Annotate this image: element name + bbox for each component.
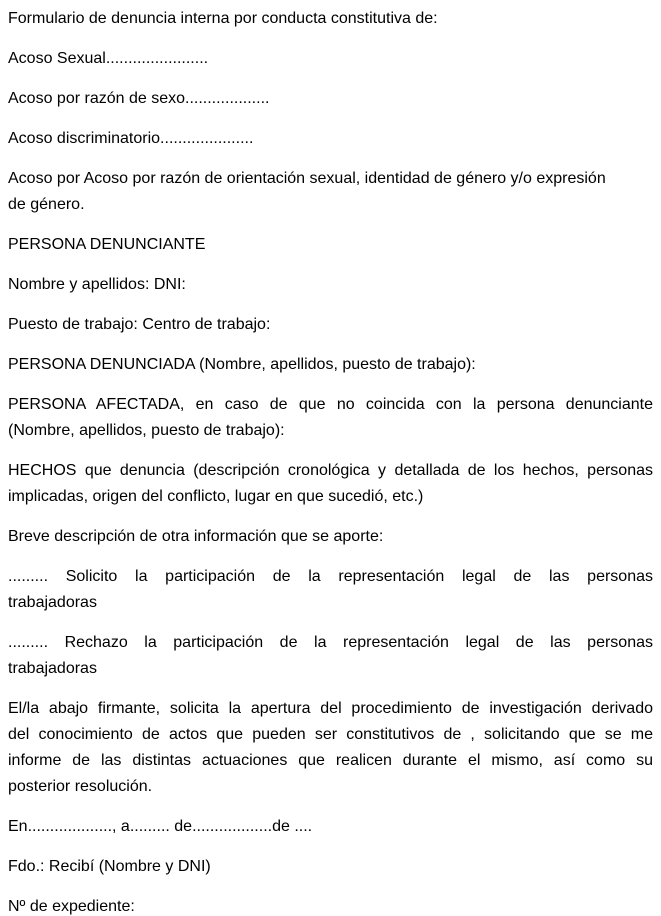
paragraph-option-acoso-razon-sexo — [8, 86, 653, 112]
paragraph-statement-solicitud-apertura — [8, 696, 653, 800]
paragraph-section-persona-denunciada — [8, 352, 653, 378]
text-line: En..................., a......... de..................de .... — [8, 818, 313, 835]
paragraph-field-numero-expediente — [8, 894, 653, 916]
paragraph-field-puesto-centro-trabajo — [8, 312, 653, 338]
paragraph-field-firma-recibi — [8, 854, 653, 880]
text-line: del conocimiento de actos que pueden ser constitutivos de , solicitando que se me — [8, 726, 653, 743]
paragraph-option-solicito-representacion — [8, 564, 653, 616]
text-line: Acoso Sexual....................... — [8, 50, 209, 67]
text-line: trabajadoras — [8, 594, 97, 611]
text-line: El/la abajo firmante, solicita la apertura del procedimiento de investigación derivado — [8, 700, 653, 717]
text-line: Puesto de trabajo: Centro de trabajo: — [8, 316, 271, 333]
paragraph-field-nombre-apellidos-dni — [8, 272, 653, 298]
text-line: Breve descripción de otra información que se aporte: — [8, 528, 384, 545]
text-line: posterior resolución. — [8, 778, 153, 795]
paragraph-form-title — [8, 6, 653, 32]
paragraph-section-persona-afectada — [8, 392, 653, 444]
paragraph-option-rechazo-representacion — [8, 630, 653, 682]
text-line: PERSONA DENUNCIANTE — [8, 236, 206, 253]
text-line: trabajadoras — [8, 660, 97, 677]
text-line: ......... Rechazo la participación de la representación legal de las personas — [8, 634, 653, 651]
text-line: Fdo.: Recibí (Nombre y DNI) — [8, 858, 211, 875]
paragraph-section-hechos — [8, 458, 653, 510]
paragraph-option-acoso-discriminatorio — [8, 126, 653, 152]
text-line: Nombre y apellidos: DNI: — [8, 276, 186, 293]
text-line: ......... Solicito la participación de la representación legal de las personas — [8, 568, 653, 585]
text-line: informe de las distintas actuaciones que realicen durante el mismo, así como su — [8, 752, 653, 769]
text-line: PERSONA DENUNCIADA (Nombre, apellidos, puesto de trabajo): — [8, 356, 476, 373]
text-line: implicadas, origen del conflicto, lugar en que sucedió, etc.) — [8, 488, 424, 505]
text-line: Acoso discriminatorio..................... — [8, 130, 254, 147]
paragraph-option-acoso-sexual — [8, 46, 653, 72]
paragraph-field-lugar-fecha — [8, 814, 653, 840]
text-line: Acoso por Acoso por razón de orientación sexual, identidad de género y/o expresión — [8, 170, 606, 187]
paragraph-section-persona-denunciante — [8, 232, 653, 258]
text-line: PERSONA AFECTADA, en caso de que no coincida con la persona denunciante — [8, 396, 653, 413]
paragraph-field-breve-descripcion — [8, 524, 653, 550]
text-line: (Nombre, apellidos, puesto de trabajo): — [8, 422, 285, 439]
text-line: Acoso por razón de sexo................... — [8, 90, 270, 107]
text-line: HECHOS que denuncia (descripción cronológica y detallada de los hechos, personas — [8, 462, 653, 479]
text-line: de género. — [8, 196, 85, 213]
paragraph-option-acoso-orientacion-sexual — [8, 166, 653, 218]
text-line: Nº de expediente: — [8, 898, 135, 915]
text-line: Formulario de denuncia interna por conducta constitutiva de: — [8, 10, 438, 27]
